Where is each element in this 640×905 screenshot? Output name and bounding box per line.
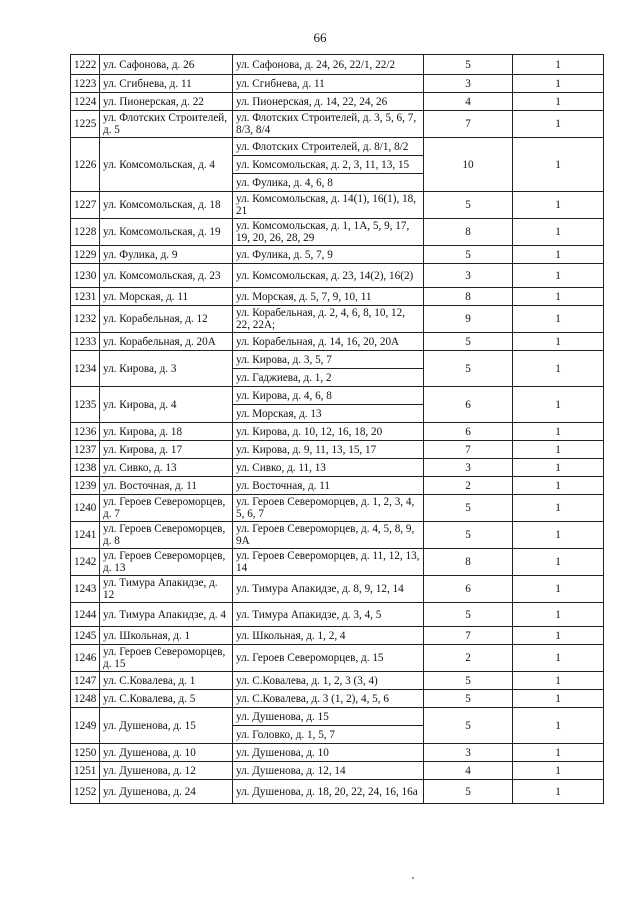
- row-number: 1251: [71, 762, 100, 780]
- unit-count: 1: [513, 495, 604, 522]
- unit-count: 1: [513, 603, 604, 627]
- unit-count: 1: [513, 645, 604, 672]
- covered-addresses: ул. Флотских Строителей, д. 3, 5, 6, 7, 8/3, 8/4: [233, 111, 424, 138]
- main-address: ул. Душенова, д. 10: [100, 744, 233, 762]
- page-number: 66: [313, 30, 327, 45]
- main-address: ул. Комсомольская, д. 19: [100, 219, 233, 246]
- covered-addresses: ул. Душенова, д. 12, 14: [233, 762, 424, 780]
- table-row: [71, 138, 604, 156]
- covered-addresses: ул. Героев Североморцев, д. 15: [233, 645, 424, 672]
- covered-addresses: ул. Сивко, д. 11, 13: [233, 459, 424, 477]
- main-address: ул. Комсомольская, д. 23: [100, 264, 233, 288]
- row-number: 1224: [71, 93, 100, 111]
- building-count: 8: [424, 288, 513, 306]
- building-count: 6: [424, 387, 513, 423]
- covered-addresses: ул. Морская, д. 13: [233, 405, 424, 423]
- covered-addresses: ул. Героев Североморцев, д. 1, 2, 3, 4, 5, 6, 7: [233, 495, 424, 522]
- unit-count: 1: [513, 55, 604, 75]
- scan-speck: [412, 877, 414, 879]
- row-number: 1231: [71, 288, 100, 306]
- table-row: [71, 264, 604, 288]
- table-row: [71, 288, 604, 306]
- table-row: [71, 690, 604, 708]
- building-count: 3: [424, 744, 513, 762]
- covered-addresses: ул. С.Ковалева, д. 3 (1, 2), 4, 5, 6: [233, 690, 424, 708]
- row-number: 1228: [71, 219, 100, 246]
- unit-count: 1: [513, 138, 604, 192]
- building-count: 9: [424, 306, 513, 333]
- unit-count: 1: [513, 264, 604, 288]
- covered-addresses: ул. Фулика, д. 5, 7, 9: [233, 246, 424, 264]
- covered-addresses: ул. Тимура Апакидзе, д. 8, 9, 12, 14: [233, 576, 424, 603]
- unit-count: 1: [513, 387, 604, 423]
- row-number: 1229: [71, 246, 100, 264]
- row-number: 1252: [71, 780, 100, 804]
- covered-addresses: ул. Комсомольская, д. 1, 1А, 5, 9, 17, 19, 20, 26, 28, 29: [233, 219, 424, 246]
- covered-addresses: ул. Душенова, д. 15: [233, 708, 424, 726]
- row-number: 1225: [71, 111, 100, 138]
- table-row: [71, 477, 604, 495]
- main-address: ул. Героев Североморцев, д. 15: [100, 645, 233, 672]
- unit-count: 1: [513, 246, 604, 264]
- row-number: 1237: [71, 441, 100, 459]
- main-address: ул. Тимура Апакидзе, д. 4: [100, 603, 233, 627]
- table-row: [71, 423, 604, 441]
- unit-count: 1: [513, 549, 604, 576]
- unit-count: 1: [513, 672, 604, 690]
- main-address: ул. Сафонова, д. 26: [100, 55, 233, 75]
- table-row: [71, 246, 604, 264]
- row-number: 1233: [71, 333, 100, 351]
- unit-count: 1: [513, 75, 604, 93]
- main-address: ул. Сивко, д. 13: [100, 459, 233, 477]
- main-address: ул. Восточная, д. 11: [100, 477, 233, 495]
- main-address: ул. Пионерская, д. 22: [100, 93, 233, 111]
- main-address: ул. Кирова, д. 17: [100, 441, 233, 459]
- table-row: [71, 387, 604, 405]
- table-row: [71, 192, 604, 219]
- covered-addresses: ул. Флотских Строителей, д. 8/1, 8/2: [233, 138, 424, 156]
- main-address: ул. Тимура Апакидзе, д. 12: [100, 576, 233, 603]
- main-address: ул. Фулика, д. 9: [100, 246, 233, 264]
- covered-addresses: ул. Корабельная, д. 2, 4, 6, 8, 10, 12, 22, 22А;: [233, 306, 424, 333]
- covered-addresses: ул. Тимура Апакидзе, д. 3, 4, 5: [233, 603, 424, 627]
- unit-count: 1: [513, 762, 604, 780]
- covered-addresses: ул. Школьная, д. 1, 2, 4: [233, 627, 424, 645]
- row-number: 1226: [71, 138, 100, 192]
- row-number: 1240: [71, 495, 100, 522]
- table-row: [71, 441, 604, 459]
- address-table: [70, 54, 604, 804]
- table-row: [71, 672, 604, 690]
- table-row: [71, 333, 604, 351]
- row-number: 1247: [71, 672, 100, 690]
- main-address: ул. Героев Североморцев, д. 8: [100, 522, 233, 549]
- table-row: [71, 351, 604, 369]
- building-count: 4: [424, 93, 513, 111]
- table-row: [71, 549, 604, 576]
- table-row: [71, 459, 604, 477]
- row-number: 1227: [71, 192, 100, 219]
- table-row: [71, 576, 604, 603]
- main-address: ул. Душенова, д. 12: [100, 762, 233, 780]
- row-number: 1235: [71, 387, 100, 423]
- row-number: 1242: [71, 549, 100, 576]
- building-count: 5: [424, 246, 513, 264]
- unit-count: 1: [513, 459, 604, 477]
- table-row: [71, 55, 604, 75]
- row-number: 1250: [71, 744, 100, 762]
- unit-count: 1: [513, 477, 604, 495]
- table-row: [71, 744, 604, 762]
- main-address: ул. Комсомольская, д. 18: [100, 192, 233, 219]
- building-count: 7: [424, 441, 513, 459]
- covered-addresses: ул. Пионерская, д. 14, 22, 24, 26: [233, 93, 424, 111]
- unit-count: 1: [513, 351, 604, 387]
- building-count: 2: [424, 477, 513, 495]
- building-count: 6: [424, 423, 513, 441]
- main-address: ул. Кирова, д. 4: [100, 387, 233, 423]
- row-number: 1223: [71, 75, 100, 93]
- building-count: 3: [424, 75, 513, 93]
- building-count: 6: [424, 576, 513, 603]
- row-number: 1244: [71, 603, 100, 627]
- covered-addresses: ул. Гаджиева, д. 1, 2: [233, 369, 424, 387]
- main-address: ул. Героев Североморцев, д. 13: [100, 549, 233, 576]
- unit-count: 1: [513, 627, 604, 645]
- main-address: ул. Душенова, д. 15: [100, 708, 233, 744]
- unit-count: 1: [513, 219, 604, 246]
- row-number: 1243: [71, 576, 100, 603]
- main-address: ул. С.Ковалева, д. 5: [100, 690, 233, 708]
- building-count: 10: [424, 138, 513, 192]
- unit-count: 1: [513, 192, 604, 219]
- unit-count: 1: [513, 306, 604, 333]
- covered-addresses: ул. Комсомольская, д. 2, 3, 11, 13, 15: [233, 156, 424, 174]
- covered-addresses: ул. Сафонова, д. 24, 26, 22/1, 22/2: [233, 55, 424, 75]
- table-row: [71, 645, 604, 672]
- main-address: ул. Кирова, д. 3: [100, 351, 233, 387]
- covered-addresses: ул. Комсомольская, д. 14(1), 16(1), 18, 21: [233, 192, 424, 219]
- table-row: [71, 762, 604, 780]
- building-count: 4: [424, 762, 513, 780]
- covered-addresses: ул. Морская, д. 5, 7, 9, 10, 11: [233, 288, 424, 306]
- building-count: 5: [424, 55, 513, 75]
- building-count: 7: [424, 111, 513, 138]
- covered-addresses: ул. Сгибнева, д. 11: [233, 75, 424, 93]
- unit-count: 1: [513, 423, 604, 441]
- unit-count: 1: [513, 744, 604, 762]
- table-row: [71, 627, 604, 645]
- table-row: [71, 219, 604, 246]
- building-count: 2: [424, 645, 513, 672]
- row-number: 1236: [71, 423, 100, 441]
- covered-addresses: ул. Героев Североморцев, д. 11, 12, 13, 14: [233, 549, 424, 576]
- covered-addresses: ул. Головко, д. 1, 5, 7: [233, 726, 424, 744]
- main-address: ул. Кирова, д. 18: [100, 423, 233, 441]
- table-row: [71, 75, 604, 93]
- main-address: ул. Корабельная, д. 12: [100, 306, 233, 333]
- unit-count: 1: [513, 111, 604, 138]
- unit-count: 1: [513, 333, 604, 351]
- building-count: 5: [424, 690, 513, 708]
- building-count: 3: [424, 264, 513, 288]
- building-count: 8: [424, 219, 513, 246]
- unit-count: 1: [513, 780, 604, 804]
- row-number: 1239: [71, 477, 100, 495]
- building-count: 5: [424, 708, 513, 744]
- covered-addresses: ул. Восточная, д. 11: [233, 477, 424, 495]
- main-address: ул. Корабельная, д. 20А: [100, 333, 233, 351]
- table-row: [71, 603, 604, 627]
- row-number: 1230: [71, 264, 100, 288]
- covered-addresses: ул. Кирова, д. 4, 6, 8: [233, 387, 424, 405]
- unit-count: 1: [513, 708, 604, 744]
- building-count: 5: [424, 522, 513, 549]
- building-count: 5: [424, 603, 513, 627]
- row-number: 1249: [71, 708, 100, 744]
- row-number: 1245: [71, 627, 100, 645]
- covered-addresses: ул. Кирова, д. 10, 12, 16, 18, 20: [233, 423, 424, 441]
- building-count: 5: [424, 351, 513, 387]
- building-count: 5: [424, 495, 513, 522]
- row-number: 1232: [71, 306, 100, 333]
- covered-addresses: ул. Комсомольская, д. 23, 14(2), 16(2): [233, 264, 424, 288]
- main-address: ул. Героев Североморцев, д. 7: [100, 495, 233, 522]
- row-number: 1222: [71, 55, 100, 75]
- unit-count: 1: [513, 522, 604, 549]
- building-count: 5: [424, 780, 513, 804]
- main-address: ул. Морская, д. 11: [100, 288, 233, 306]
- table-row: [71, 708, 604, 726]
- table-row: [71, 93, 604, 111]
- row-number: 1234: [71, 351, 100, 387]
- covered-addresses: ул. Фулика, д. 4, 6, 8: [233, 174, 424, 192]
- main-address: ул. Сгибнева, д. 11: [100, 75, 233, 93]
- covered-addresses: ул. Кирова, д. 3, 5, 7: [233, 351, 424, 369]
- main-address: ул. Школьная, д. 1: [100, 627, 233, 645]
- unit-count: 1: [513, 288, 604, 306]
- covered-addresses: ул. Героев Североморцев, д. 4, 5, 8, 9, 9А: [233, 522, 424, 549]
- row-number: 1248: [71, 690, 100, 708]
- unit-count: 1: [513, 93, 604, 111]
- row-number: 1238: [71, 459, 100, 477]
- covered-addresses: ул. Душенова, д. 10: [233, 744, 424, 762]
- unit-count: 1: [513, 576, 604, 603]
- table-row: [71, 780, 604, 804]
- main-address: ул. Флотских Строителей, д. 5: [100, 111, 233, 138]
- main-address: ул. Душенова, д. 24: [100, 780, 233, 804]
- table-row: [71, 306, 604, 333]
- row-number: 1246: [71, 645, 100, 672]
- building-count: 7: [424, 627, 513, 645]
- covered-addresses: ул. С.Ковалева, д. 1, 2, 3 (3, 4): [233, 672, 424, 690]
- covered-addresses: ул. Душенова, д. 18, 20, 22, 24, 16, 16а: [233, 780, 424, 804]
- address-table-body: [71, 55, 604, 804]
- table-row: [71, 495, 604, 522]
- building-count: 5: [424, 333, 513, 351]
- table-row: [71, 111, 604, 138]
- building-count: 5: [424, 192, 513, 219]
- building-count: 8: [424, 549, 513, 576]
- unit-count: 1: [513, 690, 604, 708]
- main-address: ул. С.Ковалева, д. 1: [100, 672, 233, 690]
- covered-addresses: ул. Корабельная, д. 14, 16, 20, 20А: [233, 333, 424, 351]
- building-count: 3: [424, 459, 513, 477]
- main-address: ул. Комсомольская, д. 4: [100, 138, 233, 192]
- unit-count: 1: [513, 441, 604, 459]
- table-row: [71, 522, 604, 549]
- building-count: 5: [424, 672, 513, 690]
- row-number: 1241: [71, 522, 100, 549]
- covered-addresses: ул. Кирова, д. 9, 11, 13, 15, 17: [233, 441, 424, 459]
